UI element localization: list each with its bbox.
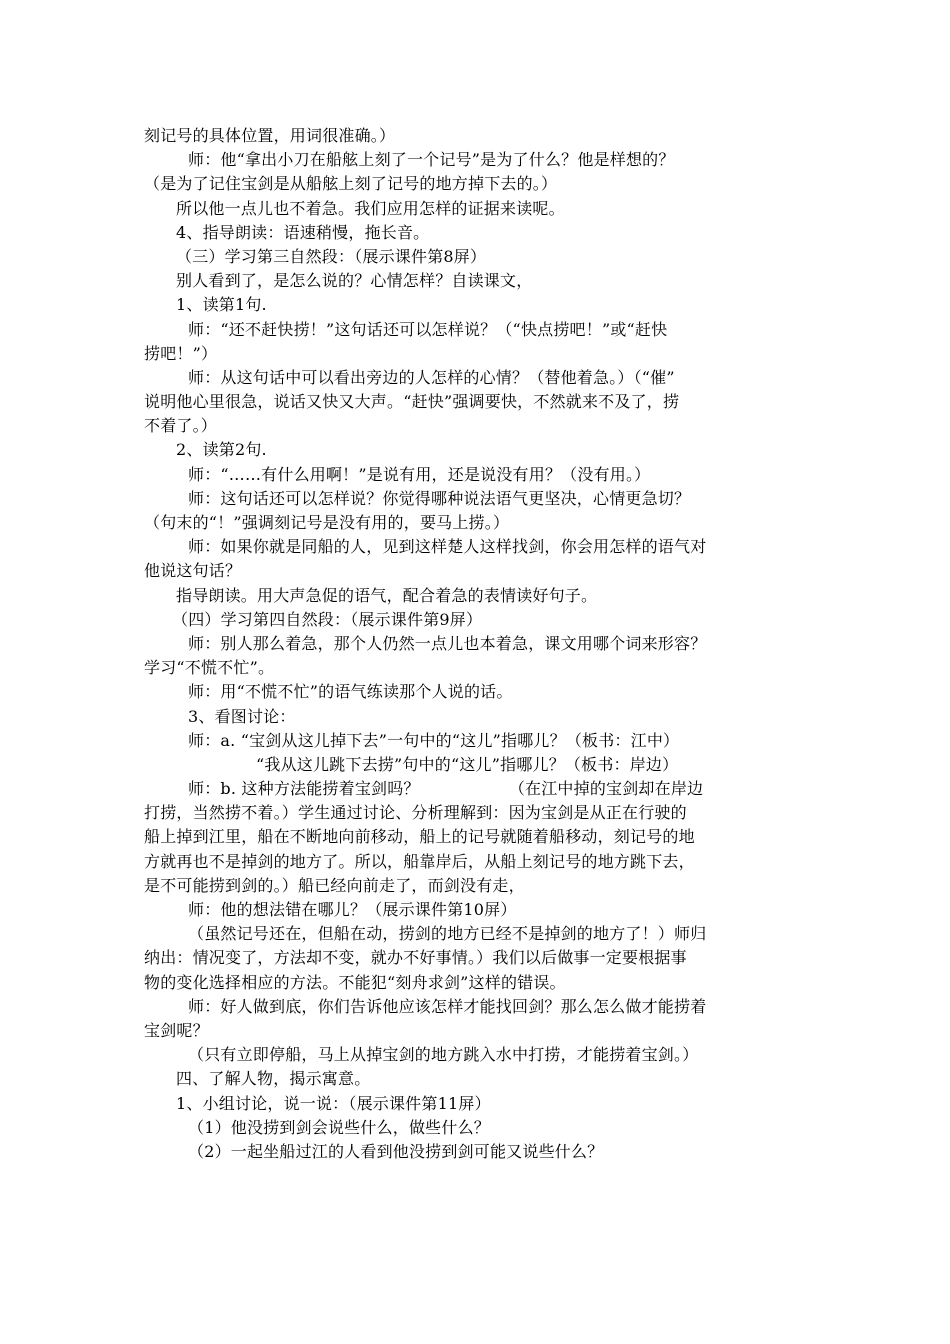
text-line: 3、看图讨论： <box>188 706 296 726</box>
text-line: 师：好人做到底，你们告诉他应该怎样才能找回剑？那么怎么做才能捞着 <box>188 996 707 1016</box>
text-line: 学习“不慌不忙”。 <box>144 658 275 678</box>
text-line: 他说这句话？ <box>144 561 242 581</box>
text-line: （1）他没捞到剑会说些什么，做些什么？ <box>188 1117 490 1137</box>
text-line: 1、小组讨论，说一说：（展示课件第11屏） <box>176 1093 491 1113</box>
text-line: 师：“……有什么用啊！”是说有用，还是说没有用？（没有用。） <box>188 464 651 484</box>
text-line: 打捞，当然捞不着。）学生通过讨论、分析理解到：因为宝剑是从正在行驶的 <box>144 803 687 823</box>
text-line: 师：他“拿出小刀在船舷上刻了一个记号”是为了什么？他是样想的？ <box>188 150 675 170</box>
text-line: 师：“还不赶快捞！”这句话还可以怎样说？（“快点捞吧！”或“赶快 <box>188 319 668 339</box>
text-line: 指导朗读。用大声急促的语气，配合着急的表情读好句子。 <box>176 585 598 605</box>
text-line: 纳出：情况变了，方法却不变，就办不好事情。）我们以后做事一定要根据事 <box>144 948 687 968</box>
text-line: （句末的“！”强调刻记号是没有用的，要马上捞。） <box>144 513 510 532</box>
text-line: 师：b. 这种方法能捞着宝剑吗？ （在江中掉的宝剑却在岸边 <box>188 779 704 799</box>
text-line: （四）学习第四自然段：（展示课件第9屏） <box>172 609 483 629</box>
text-line: 1、读第1句. <box>176 295 267 315</box>
text-line: （虽然记号还在，但船在动，捞剑的地方已经不是掉剑的地方了！）师归 <box>188 924 707 944</box>
text-line: 所以他一点儿也不着急。我们应用怎样的证据来读呢。 <box>176 198 565 218</box>
text-line: 方就再也不是掉剑的地方了。所以，船靠岸后，从船上刻记号的地方跳下去， <box>144 851 695 871</box>
text-line: 不着了。） <box>144 416 218 436</box>
text-line: 师：别人那么着急，那个人仍然一点儿也本着急，课文用哪个词来形容？ <box>188 633 707 653</box>
text-line: 别人看到了，是怎么说的？心情怎样？自读课文， <box>176 271 533 291</box>
text-line: （是为了记住宝剑是从船舷上刻了记号的地方掉下去的。） <box>144 174 558 194</box>
text-line: 四、了解人物，揭示寓意。 <box>176 1069 371 1089</box>
text-line: 师：用“不慌不忙”的语气练读那个人说的话。 <box>188 682 513 702</box>
text-line: 4、指导朗读：语速稍慢，拖长音。 <box>176 222 430 242</box>
text-line: 师：这句话还可以怎样说？你觉得哪种说法语气更坚决，心情更急切？ <box>188 488 691 508</box>
text-line: 刻记号的具体位置，用词很准确。） <box>144 126 396 145</box>
text-line: 师：如果你就是同船的人，见到这样楚人这样找剑，你会用怎样的语气对 <box>188 537 707 557</box>
text-line: “我从这儿跳下去捞”句中的“这儿”指哪儿？（板书：岸边） <box>256 754 679 774</box>
document-body <box>144 124 804 1164</box>
text-line: 师：a. “宝剑从这儿掉下去”一句中的“这儿”指哪儿？（板书：江中） <box>188 730 680 750</box>
text-line: 物的变化选择相应的方法。不能犯“刻舟求剑”这样的错误。 <box>144 972 566 992</box>
text-line: 说明他心里很急，说话又快又大声。“赶快”强调要快，不然就来不及了，捞 <box>144 392 680 412</box>
text-line: （只有立即停船，马上从掉宝剑的地方跳入水中打捞，才能捞着宝剑。） <box>188 1045 699 1065</box>
text-line: 是不可能捞到剑的。）船已经向前走了，而剑没有走， <box>144 875 525 895</box>
text-line: （2）一起坐船过江的人看到他没捞到剑可能又说些什么？ <box>188 1141 604 1161</box>
text-line: （三）学习第三自然段：（展示课件第8屏） <box>176 246 487 266</box>
text-line: 2、读第2句. <box>176 440 267 460</box>
text-line: 师：他的想法错在哪儿？（展示课件第10屏） <box>188 900 517 919</box>
text-line: 宝剑呢？ <box>144 1020 209 1040</box>
text-line: 捞吧！”） <box>144 343 218 363</box>
text-line: 师：从这句话中可以看出旁边的人怎样的心情？（替他着急。）（“催” <box>188 367 675 387</box>
text-line: 船上掉到江里，船在不断地向前移动，船上的记号就随着船移动，刻记号的地 <box>144 827 695 847</box>
